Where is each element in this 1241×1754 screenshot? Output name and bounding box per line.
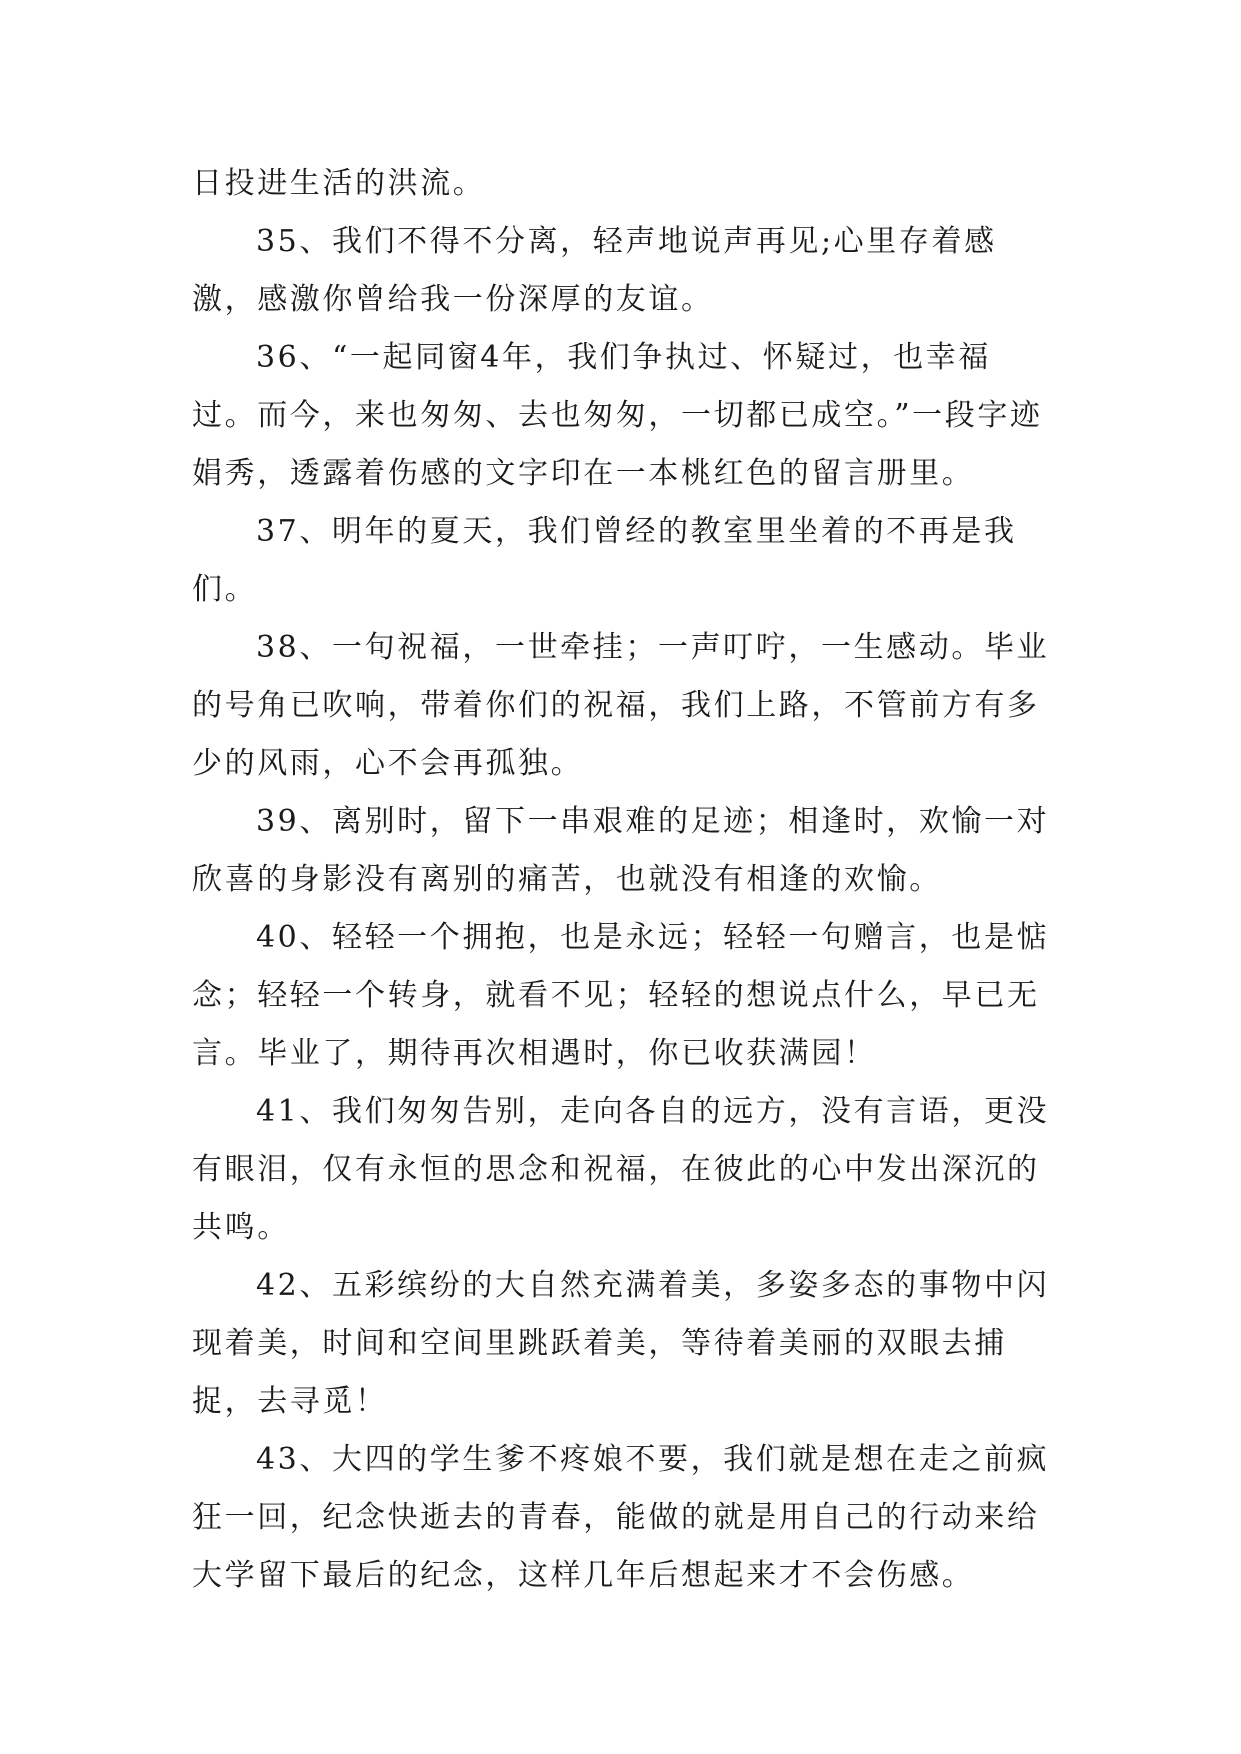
- document-body: [192, 155, 1052, 1605]
- paragraph-40: 40、轻轻一个拥抱，也是永远；轻轻一句赠言，也是惦念；轻轻一个转身，就看不见；轻轻的想说点什么，早已无言。毕业了，期待再次相遇时，你已收获满园！: [192, 920, 1050, 1071]
- paragraph-38: 38、一句祝福，一世牵挂；一声叮咛，一生感动。毕业的号角已吹响，带着你们的祝福，我们上路，不管前方有多少的风雨，心不会再孤独。: [192, 630, 1050, 781]
- paragraph-35: 35、我们不得不分离，轻声地说声再见;心里存着感激，感激你曾给我一份深厚的友谊。: [192, 224, 997, 317]
- paragraph-36: 36、“一起同窗4年，我们争执过、怀疑过，也幸福过。而今，来也匆匆、去也匆匆，一切都已成空。”一段字迹娟秀，透露着伤感的文字印在一本桃红色的留言册里。: [192, 340, 1043, 491]
- paragraph-43: 43、大四的学生爹不疼娘不要，我们就是想在走之前疯狂一回，纪念快逝去的青春，能做的就是用自己的行动来给大学留下最后的纪念，这样几年后想起来才不会伤感。: [192, 1442, 1050, 1593]
- paragraph-39: 39、离别时，留下一串艰难的足迹；相逢时，欢愉一对欣喜的身影没有离别的痛苦，也就没有相逢的欢愉。: [192, 804, 1050, 897]
- paragraph-37: 37、明年的夏天，我们曾经的教室里坐着的不再是我们。: [192, 514, 1017, 607]
- paragraph-continuation: 日投进生活的洪流。: [192, 166, 486, 201]
- paragraph-42: 42、五彩缤纷的大自然充满着美，多姿多态的事物中闪现着美，时间和空间里跳跃着美，等待着美丽的双眼去捕捉，去寻觅！: [192, 1268, 1050, 1419]
- paragraph-41: 41、我们匆匆告别，走向各自的远方，没有言语，更没有眼泪，仅有永恒的思念和祝福，在彼此的心中发出深沉的共鸣。: [192, 1094, 1050, 1245]
